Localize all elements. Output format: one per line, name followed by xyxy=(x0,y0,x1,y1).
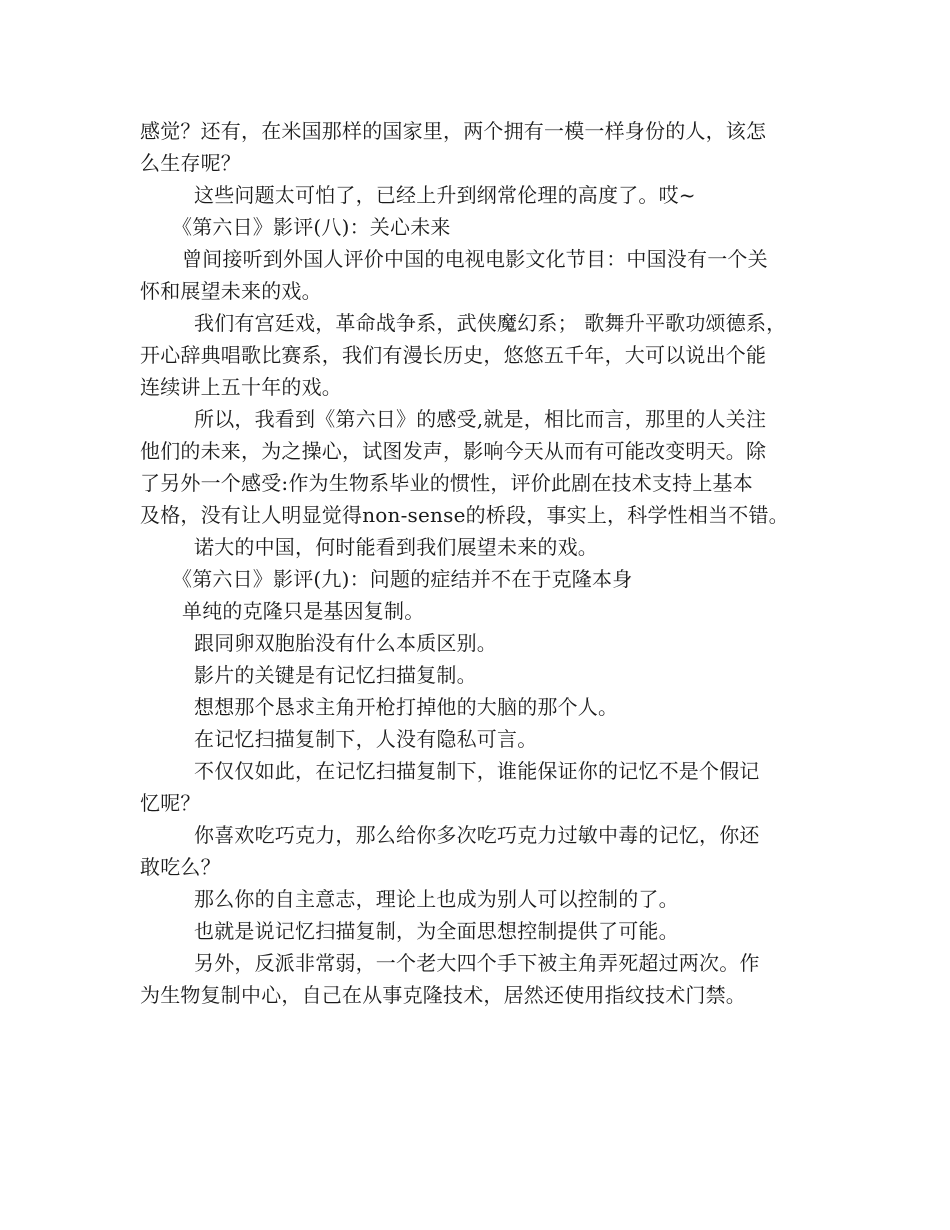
paragraph-line: 所以，我看到《第六日》的感受,就是，相比而言，那里的人关注 xyxy=(194,407,767,431)
paragraph-line: 那么你的自主意志，理论上也成为别人可以控制的了。 xyxy=(194,887,679,911)
paragraph-line: 另外，反派非常弱，一个老大四个手下被主角弄死超过两次。作 xyxy=(194,951,760,975)
paragraph-line: 么生存呢？ xyxy=(140,151,241,175)
paragraph-line: 也就是说记忆扫描复制，为全面思想控制提供了可能。 xyxy=(194,919,679,943)
paragraph-line: 这些问题太可怕了，已经上升到纲常伦理的高度了。哎~ xyxy=(194,183,696,207)
paragraph-line: 怀和展望未来的戏。 xyxy=(140,279,322,303)
article-body xyxy=(140,115,830,1011)
paragraph-line: 我们有宫廷戏，革命战争系，武侠魔幻系； 歌舞升平歌功颂德系， xyxy=(194,311,787,335)
paragraph-line: 为生物复制中心，自己在从事克隆技术，居然还使用指纹技术门禁。 xyxy=(140,983,746,1007)
paragraph-line: 单纯的克隆只是基因复制。 xyxy=(182,599,425,623)
section-heading: 《第六日》影评(九)：问题的症结并不在于克隆本身 xyxy=(172,567,633,591)
paragraph-line: 想想那个恳求主角开枪打掉他的大脑的那个人。 xyxy=(194,695,619,719)
paragraph-line: 影片的关键是有记忆扫描复制。 xyxy=(194,663,477,687)
paragraph-line: 在记忆扫描复制下，人没有隐私可言。 xyxy=(194,727,538,751)
paragraph-line: 及格，没有让人明显觉得non-sense的桥段，事实上，科学性相当不错。 xyxy=(140,503,789,527)
paragraph-line: 诺大的中国，何时能看到我们展望未来的戏。 xyxy=(194,535,598,559)
paragraph-line: 不仅仅如此，在记忆扫描复制下，谁能保证你的记忆不是个假记 xyxy=(194,759,760,783)
paragraph-line: 他们的未来，为之操心，试图发声，影响今天从而有可能改变明天。除 xyxy=(140,439,767,463)
section-heading: 《第六日》影评(八)：关心未来 xyxy=(172,215,451,239)
paragraph-line: 敢吃么？ xyxy=(140,855,221,879)
paragraph-line: 感觉？还有，在米国那样的国家里，两个拥有一模一样身份的人，该怎 xyxy=(140,119,767,143)
paragraph-line: 你喜欢吃巧克力，那么给你多次吃巧克力过敏中毒的记忆，你还 xyxy=(194,823,760,847)
paragraph-line: 了另外一个感受:作为生物系毕业的惯性，评价此剧在技术支持上基本 xyxy=(140,471,753,495)
paragraph-line: 连续讲上五十年的戏。 xyxy=(140,375,342,399)
paragraph-line: 跟同卵双胞胎没有什么本质区别。 xyxy=(194,631,497,655)
paragraph-line: 忆呢？ xyxy=(140,791,201,815)
paragraph-line: 曾间接听到外国人评价中国的电视电影文化节目：中国没有一个关 xyxy=(182,247,768,271)
paragraph-line: 开心辞典唱歌比赛系，我们有漫长历史，悠悠五千年，大可以说出个能 xyxy=(140,343,767,367)
